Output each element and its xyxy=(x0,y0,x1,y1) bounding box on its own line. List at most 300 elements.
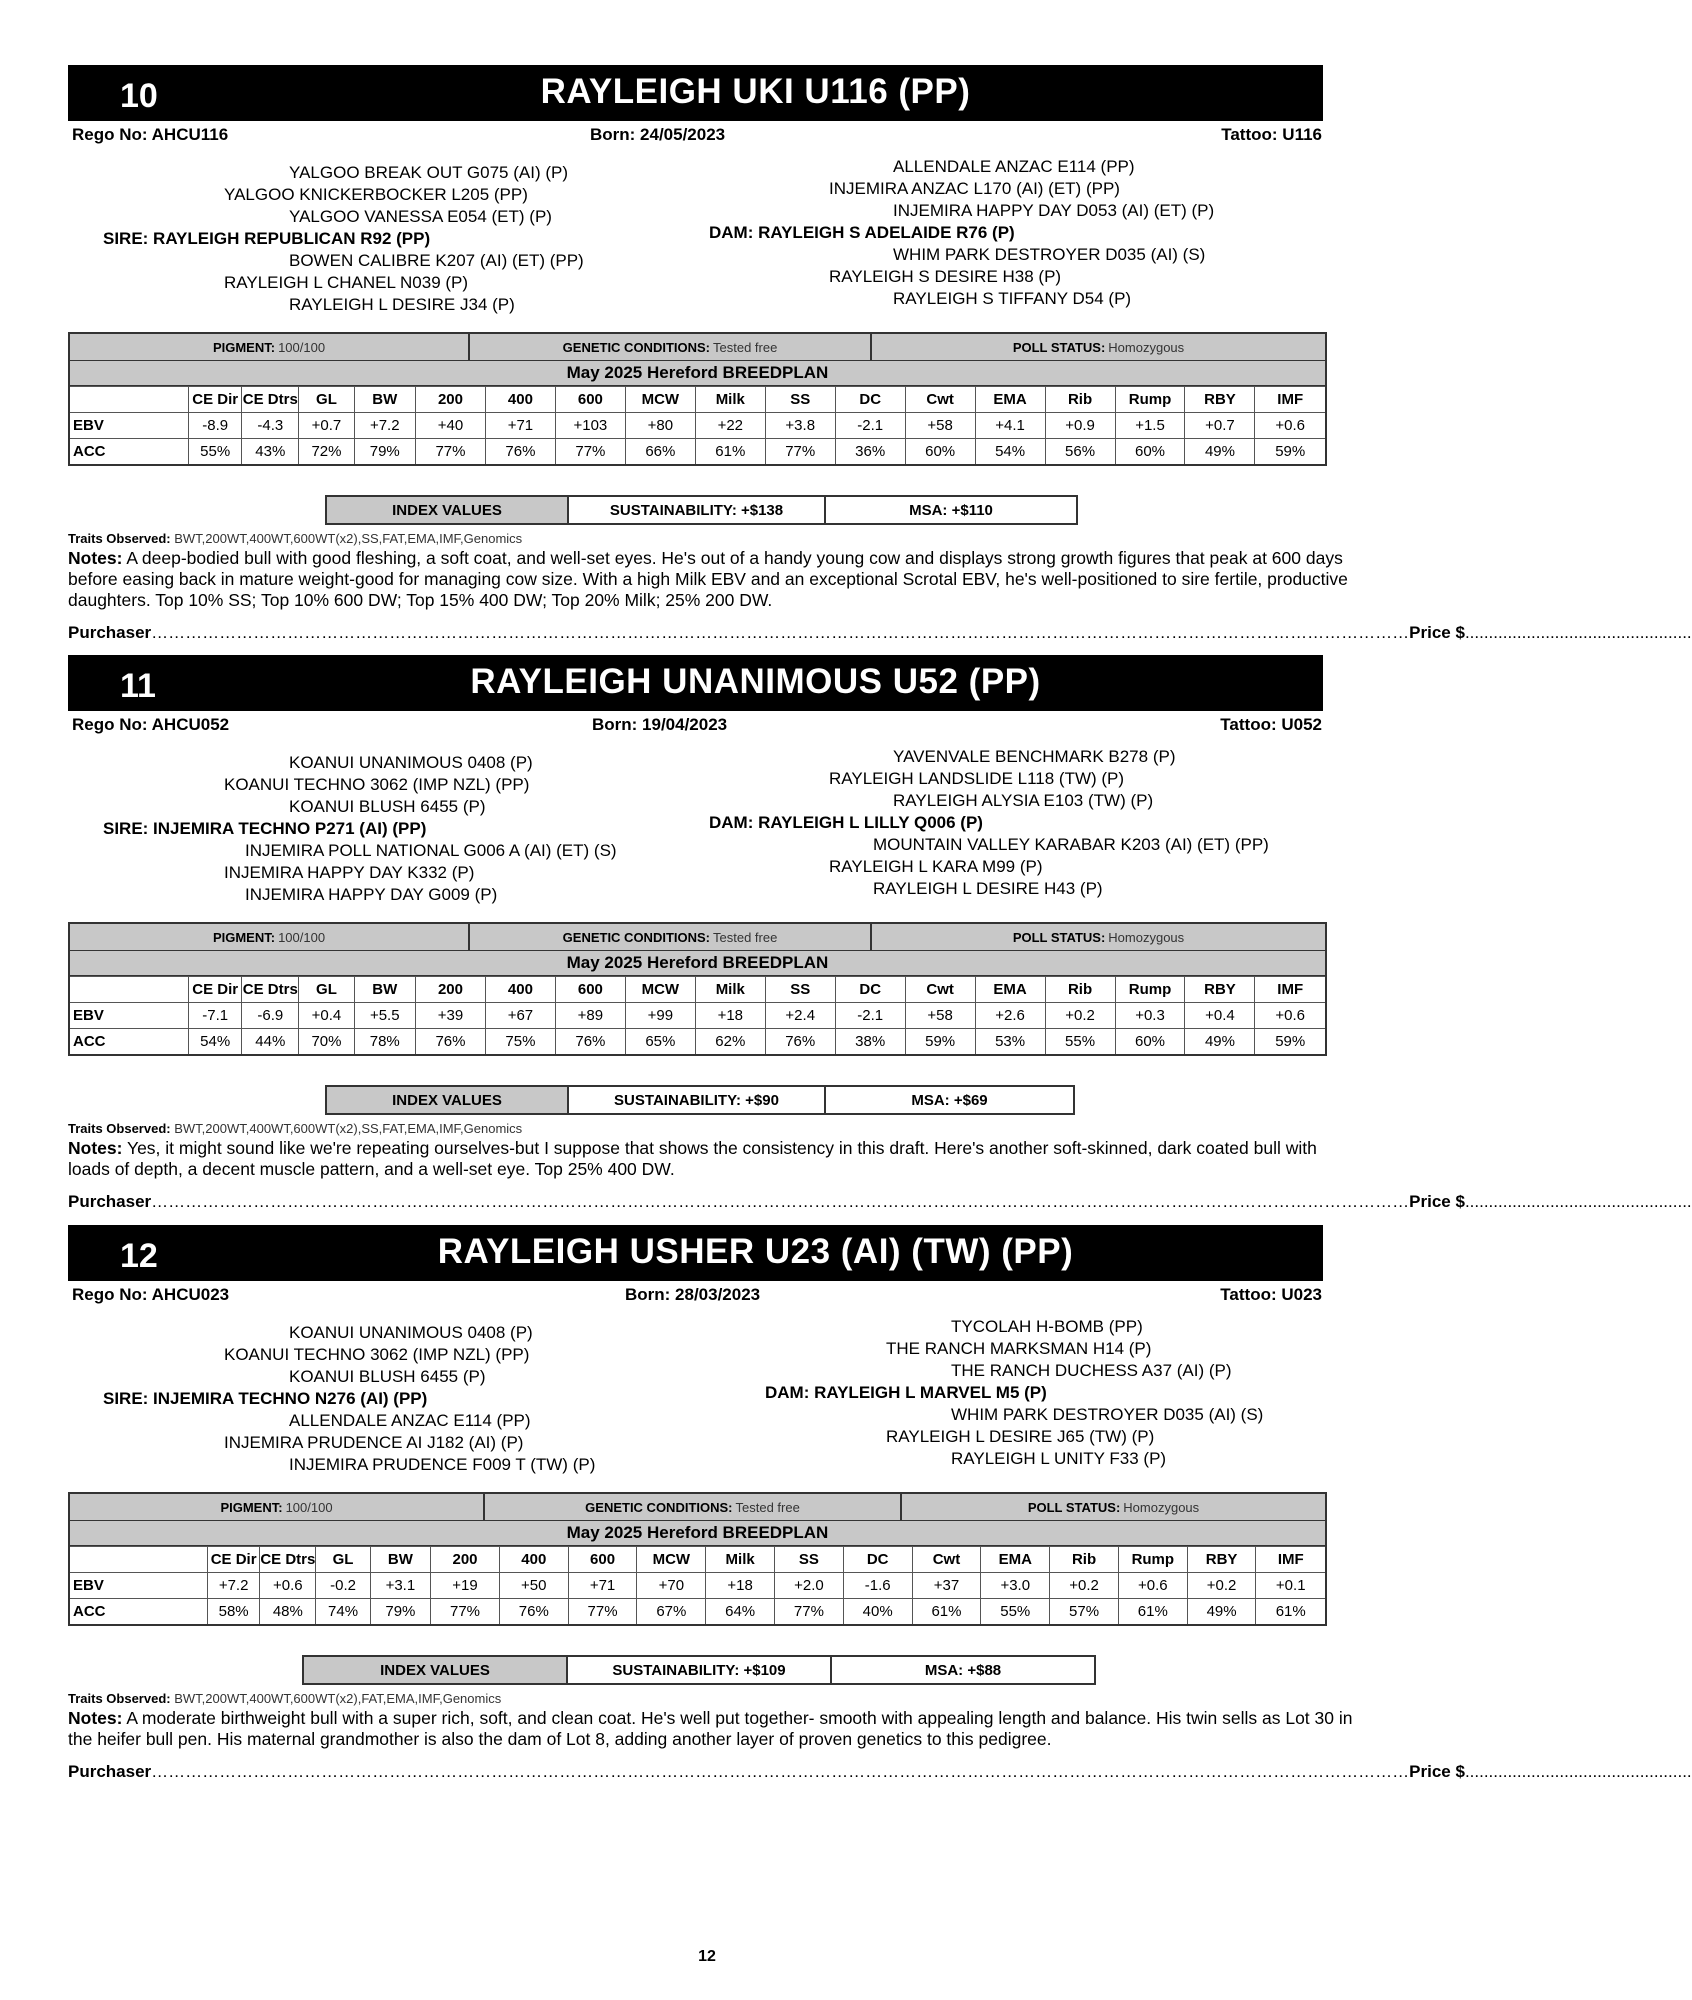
ebv-value: +0.9 xyxy=(1045,413,1115,439)
purchaser-label: Purchaser xyxy=(68,623,152,642)
acc-value: 67% xyxy=(637,1599,706,1625)
ebv-value: +0.2 xyxy=(1050,1573,1119,1599)
acc-value: 61% xyxy=(695,439,765,465)
ebv-value: +0.3 xyxy=(1115,1003,1185,1029)
lot-11 xyxy=(0,655,1692,1215)
acc-label: ACC xyxy=(70,439,189,465)
trait-header: CE Dir xyxy=(189,387,242,413)
acc-value: 77% xyxy=(431,1599,500,1625)
ebv-label: EBV xyxy=(70,1003,189,1029)
notes-label: Notes: xyxy=(68,1708,123,1728)
acc-value: 76% xyxy=(416,1029,486,1055)
trait-header: EMA xyxy=(981,1547,1050,1573)
sire-name: SIRE: RAYLEIGH REPUBLICAN R92 (PP) xyxy=(103,229,431,248)
ebv-value: +71 xyxy=(568,1573,637,1599)
acc-value: 66% xyxy=(625,439,695,465)
trait-header: CE Dir xyxy=(208,1547,260,1573)
ebv-value: -4.3 xyxy=(242,413,299,439)
lot-number: 10 xyxy=(120,77,158,115)
sire-name: SIRE: INJEMIRA TECHNO P271 (AI) (PP) xyxy=(103,819,427,838)
acc-value: 56% xyxy=(1045,439,1115,465)
acc-value: 77% xyxy=(775,1599,844,1625)
traits-observed xyxy=(68,1691,501,1706)
ebv-label: EBV xyxy=(70,413,189,439)
traits-observed-label: Traits Observed: xyxy=(68,1121,171,1136)
poll-status-value: Homozygous xyxy=(1108,929,1185,945)
trait-header: SS xyxy=(765,977,835,1003)
sire-name: SIRE: INJEMIRA TECHNO N276 (AI) (PP) xyxy=(103,1389,428,1408)
acc-value: 55% xyxy=(1045,1029,1115,1055)
sire-pedigree-entry: KOANUI UNANIMOUS 0408 (P) xyxy=(289,753,533,772)
ebv-value: +0.4 xyxy=(299,1003,354,1029)
pigment-status-value: 100/100 xyxy=(285,1499,333,1515)
trait-header: 200 xyxy=(416,977,486,1003)
tattoo: Tattoo: U116 xyxy=(1221,125,1322,144)
dam-name: DAM: RAYLEIGH L MARVEL M5 (P) xyxy=(765,1383,1047,1402)
rego-number: Rego No: AHCU116 xyxy=(72,125,229,144)
acc-value: 43% xyxy=(242,439,299,465)
trait-header: 200 xyxy=(416,387,486,413)
acc-value: 61% xyxy=(1256,1599,1325,1625)
poll-status-label: POLL STATUS: xyxy=(1012,339,1106,355)
trait-header-blank xyxy=(70,387,189,413)
acc-value: 49% xyxy=(1187,1599,1256,1625)
ebv-table xyxy=(68,922,1327,1056)
purchaser-line xyxy=(68,623,1692,643)
born-date: Born: 28/03/2023 xyxy=(625,1285,761,1304)
born-date: Born: 19/04/2023 xyxy=(592,715,728,734)
trait-header: Rib xyxy=(1045,977,1115,1003)
sire-pedigree-entry: INJEMIRA PRUDENCE F009 T (TW) (P) xyxy=(289,1455,596,1474)
poll-status xyxy=(872,334,1325,360)
acc-value: 77% xyxy=(555,439,625,465)
acc-value: 59% xyxy=(905,1029,975,1055)
ebv-value: -2.1 xyxy=(835,413,905,439)
status-header xyxy=(70,334,1325,361)
sire-pedigree-entry: KOANUI BLUSH 6455 (P) xyxy=(289,1367,486,1386)
lot-number: 11 xyxy=(120,667,156,705)
price-label: Price $ xyxy=(1409,1192,1465,1211)
sire-pedigree-entry: KOANUI UNANIMOUS 0408 (P) xyxy=(289,1323,533,1342)
dam-pedigree-entry: RAYLEIGH L UNITY F33 (P) xyxy=(951,1449,1167,1468)
pigment-status-label: PIGMENT: xyxy=(220,1499,283,1515)
notes-text: A moderate birthweight bull with a super rich, soft, and clean coat. He's well put together- smooth with appealing length and balance. His twin sells as Lot 30 in the heifer bull pen. His maternal grandmother is also the dam of Lot 8, adding another layer of proven genetics to this pedigree. xyxy=(68,1708,1353,1749)
trait-header: BW xyxy=(354,387,415,413)
acc-value: 61% xyxy=(1118,1599,1187,1625)
acc-value: 78% xyxy=(354,1029,415,1055)
acc-value: 38% xyxy=(835,1029,905,1055)
trait-header: DC xyxy=(835,387,905,413)
ebv-value: +3.0 xyxy=(981,1573,1050,1599)
dam-name: DAM: RAYLEIGH S ADELAIDE R76 (P) xyxy=(709,223,1015,242)
dam-pedigree-entry: ALLENDALE ANZAC E114 (PP) xyxy=(893,157,1135,176)
trait-header: Milk xyxy=(706,1547,775,1573)
ebv-value: +1.5 xyxy=(1115,413,1185,439)
dam-pedigree-entry: RAYLEIGH S TIFFANY D54 (P) xyxy=(893,289,1132,308)
sire-pedigree-entry: ALLENDALE ANZAC E114 (PP) xyxy=(289,1411,531,1430)
trait-header: RBY xyxy=(1187,1547,1256,1573)
trait-header: RBY xyxy=(1185,977,1255,1003)
traits-observed xyxy=(68,531,522,546)
sire-pedigree-entry: INJEMIRA HAPPY DAY G009 (P) xyxy=(245,885,498,904)
dam-pedigree-entry: RAYLEIGH L DESIRE J65 (TW) (P) xyxy=(886,1427,1155,1446)
sustainability-index: SUSTAINABILITY: +$109 xyxy=(568,1657,832,1683)
trait-header: SS xyxy=(775,1547,844,1573)
ebv-value: +103 xyxy=(555,413,625,439)
trait-header: 400 xyxy=(499,1547,568,1573)
ebv-value: +7.2 xyxy=(354,413,415,439)
acc-value: 79% xyxy=(370,1599,430,1625)
traits-observed-label: Traits Observed: xyxy=(68,1691,171,1706)
acc-value: 40% xyxy=(843,1599,912,1625)
ebv-value: +0.6 xyxy=(1255,1003,1325,1029)
traits-observed-value: BWT,200WT,400WT,600WT(x2),SS,FAT,EMA,IMF,Genomics xyxy=(174,1121,523,1136)
poll-status-label: POLL STATUS: xyxy=(1027,1499,1121,1515)
acc-value: 60% xyxy=(1115,1029,1185,1055)
ebv-value: -6.9 xyxy=(242,1003,299,1029)
ebv-value: +40 xyxy=(416,413,486,439)
acc-value: 49% xyxy=(1185,439,1255,465)
trait-header: 600 xyxy=(555,977,625,1003)
trait-header: RBY xyxy=(1185,387,1255,413)
ebv-table xyxy=(68,332,1327,466)
acc-value: 36% xyxy=(835,439,905,465)
sire-pedigree-entry: INJEMIRA PRUDENCE AI J182 (AI) (P) xyxy=(224,1433,524,1452)
trait-header: 600 xyxy=(555,387,625,413)
trait-header-blank xyxy=(70,1547,208,1573)
pigment-status-value: 100/100 xyxy=(278,339,326,355)
ebv-value: +0.6 xyxy=(260,1573,316,1599)
index-values xyxy=(325,495,1078,525)
sire-pedigree-entry: KOANUI BLUSH 6455 (P) xyxy=(289,797,486,816)
index-values-label: INDEX VALUES xyxy=(327,497,569,523)
trait-header: Cwt xyxy=(912,1547,981,1573)
sire-pedigree-entry: YALGOO BREAK OUT G075 (AI) (P) xyxy=(289,163,568,182)
pigment-status xyxy=(70,924,470,950)
index-values xyxy=(302,1655,1096,1685)
ebv-value: +7.2 xyxy=(208,1573,260,1599)
trait-header: Rib xyxy=(1050,1547,1119,1573)
purchaser-dots: …………………………………………………………………………………………………………………………………………………………………………………………………… xyxy=(151,1192,1410,1211)
trait-header: Cwt xyxy=(905,387,975,413)
acc-value: 77% xyxy=(416,439,486,465)
sire-pedigree-entry: BOWEN CALIBRE K207 (AI) (ET) (PP) xyxy=(289,251,584,270)
ebv-value: -2.1 xyxy=(835,1003,905,1029)
dam-pedigree-entry: TYCOLAH H-BOMB (PP) xyxy=(951,1317,1143,1336)
genetic-conditions-label: GENETIC CONDITIONS: xyxy=(562,339,710,355)
acc-value: 62% xyxy=(695,1029,765,1055)
bull-name: RAYLEIGH UKI U116 (PP) xyxy=(540,72,971,111)
rego-number: Rego No: AHCU023 xyxy=(72,1285,230,1304)
notes-label: Notes: xyxy=(68,1138,123,1158)
poll-status xyxy=(872,924,1325,950)
dam-pedigree-entry: RAYLEIGH LANDSLIDE L118 (TW) (P) xyxy=(829,769,1125,788)
trait-header: Rump xyxy=(1118,1547,1187,1573)
trait-header: CE Dtrs xyxy=(260,1547,316,1573)
acc-value: 59% xyxy=(1255,439,1325,465)
ebv-value: +2.4 xyxy=(765,1003,835,1029)
acc-value: 54% xyxy=(975,439,1045,465)
purchaser-label: Purchaser xyxy=(68,1762,152,1781)
ebv-value: +4.1 xyxy=(975,413,1045,439)
index-values xyxy=(325,1085,1075,1115)
ebv-value: +3.8 xyxy=(765,413,835,439)
sire-pedigree-entry: KOANUI TECHNO 3062 (IMP NZL) (PP) xyxy=(224,1345,530,1364)
ebv-value: +58 xyxy=(905,413,975,439)
dam-pedigree-entry: RAYLEIGH L DESIRE H43 (P) xyxy=(873,879,1103,898)
bull-name: RAYLEIGH USHER U23 (AI) (TW) (PP) xyxy=(437,1232,1074,1271)
ebv-value: -1.6 xyxy=(843,1573,912,1599)
genetic-conditions xyxy=(470,334,872,360)
sire-pedigree-entry: RAYLEIGH L DESIRE J34 (P) xyxy=(289,295,515,314)
acc-value: 60% xyxy=(905,439,975,465)
ebv-value: +99 xyxy=(625,1003,695,1029)
ebv-value: +71 xyxy=(485,413,555,439)
sire-pedigree-entry: YALGOO VANESSA E054 (ET) (P) xyxy=(289,207,552,226)
ebv-value: +67 xyxy=(485,1003,555,1029)
trait-header: BW xyxy=(354,977,415,1003)
ebv-label: EBV xyxy=(70,1573,208,1599)
ebv-value: +5.5 xyxy=(354,1003,415,1029)
lot-number: 12 xyxy=(120,1237,158,1275)
trait-header: GL xyxy=(316,1547,370,1573)
tattoo: Tattoo: U052 xyxy=(1220,715,1322,734)
poll-status xyxy=(902,1494,1325,1520)
lot-banner xyxy=(68,1225,1323,1281)
ebv-value: +0.2 xyxy=(1187,1573,1256,1599)
poll-status-label: POLL STATUS: xyxy=(1012,929,1106,945)
lot-12 xyxy=(0,1225,1692,1785)
notes-label: Notes: xyxy=(68,548,123,568)
acc-value: 61% xyxy=(912,1599,981,1625)
acc-label: ACC xyxy=(70,1599,208,1625)
trait-header: 600 xyxy=(568,1547,637,1573)
acc-value: 76% xyxy=(555,1029,625,1055)
acc-value: 74% xyxy=(316,1599,370,1625)
ebv-value: +0.6 xyxy=(1118,1573,1187,1599)
msa-index: MSA: +$88 xyxy=(924,1661,1002,1679)
trait-header: SS xyxy=(765,387,835,413)
acc-value: 55% xyxy=(189,439,242,465)
dam-pedigree-entry: RAYLEIGH ALYSIA E103 (TW) (P) xyxy=(893,791,1154,810)
ebv-value: +18 xyxy=(695,1003,765,1029)
acc-value: 44% xyxy=(242,1029,299,1055)
dam-pedigree-entry: MOUNTAIN VALLEY KARABAR K203 (AI) (ET) (PP) xyxy=(873,835,1269,854)
acc-value: 79% xyxy=(354,439,415,465)
ebv-row xyxy=(70,1573,1325,1599)
msa-index: MSA: +$69 xyxy=(911,1091,988,1109)
trait-header: Rump xyxy=(1115,387,1185,413)
trait-header: DC xyxy=(843,1547,912,1573)
price-label: Price $ xyxy=(1409,1762,1465,1781)
ebv-value: +0.4 xyxy=(1185,1003,1255,1029)
ebv-value: +39 xyxy=(416,1003,486,1029)
lot-10 xyxy=(0,65,1692,642)
pigment-status-label: PIGMENT: xyxy=(212,339,276,355)
trait-header-row xyxy=(70,387,1325,413)
ebv-value: +18 xyxy=(706,1573,775,1599)
trait-header: BW xyxy=(370,1547,430,1573)
ebv-grid xyxy=(70,1546,1325,1624)
trait-header: 400 xyxy=(485,977,555,1003)
breedplan-title: May 2025 Hereford BREEDPLAN xyxy=(70,361,1325,386)
ebv-value: +89 xyxy=(555,1003,625,1029)
acc-value: 75% xyxy=(485,1029,555,1055)
pigment-status xyxy=(70,1494,485,1520)
ebv-value: -7.1 xyxy=(189,1003,242,1029)
acc-value: 60% xyxy=(1115,439,1185,465)
trait-header: Cwt xyxy=(905,977,975,1003)
trait-header: IMF xyxy=(1256,1547,1325,1573)
lot-banner xyxy=(68,65,1323,121)
genetic-conditions-label: GENETIC CONDITIONS: xyxy=(562,929,710,945)
price-dots: ................................................ xyxy=(1464,623,1692,642)
acc-value: 55% xyxy=(981,1599,1050,1625)
status-header xyxy=(70,924,1325,951)
page-number: 12 xyxy=(698,1948,716,1965)
trait-header: GL xyxy=(299,387,354,413)
acc-value: 48% xyxy=(260,1599,316,1625)
ebv-value: +0.2 xyxy=(1045,1003,1115,1029)
trait-header: MCW xyxy=(625,387,695,413)
genetic-conditions-value: Tested free xyxy=(713,929,778,945)
acc-label: ACC xyxy=(70,1029,189,1055)
dam-pedigree-entry: RAYLEIGH S DESIRE H38 (P) xyxy=(829,267,1062,286)
notes xyxy=(68,1138,1358,1180)
ebv-value: -8.9 xyxy=(189,413,242,439)
bull-name: RAYLEIGH UNANIMOUS U52 (PP) xyxy=(470,662,1041,701)
acc-value: 57% xyxy=(1050,1599,1119,1625)
sire-pedigree-entry: KOANUI TECHNO 3062 (IMP NZL) (PP) xyxy=(224,775,530,794)
breedplan-title: May 2025 Hereford BREEDPLAN xyxy=(70,951,1325,976)
dam-pedigree-entry: RAYLEIGH L KARA M99 (P) xyxy=(829,857,1043,876)
purchaser-dots: …………………………………………………………………………………………………………………………………………………………………………………………………… xyxy=(151,1762,1410,1781)
ebv-value: +0.1 xyxy=(1256,1573,1325,1599)
trait-header: EMA xyxy=(975,387,1045,413)
acc-row xyxy=(70,1599,1325,1625)
acc-value: 59% xyxy=(1255,1029,1325,1055)
traits-observed-value: BWT,200WT,400WT,600WT(x2),FAT,EMA,IMF,Genomics xyxy=(174,1691,502,1706)
status-header xyxy=(70,1494,1325,1521)
dam-pedigree-entry: INJEMIRA ANZAC L170 (AI) (ET) (PP) xyxy=(829,179,1120,198)
ebv-grid xyxy=(70,386,1325,464)
acc-value: 49% xyxy=(1185,1029,1255,1055)
ebv-row xyxy=(70,1003,1325,1029)
purchaser-line xyxy=(68,1762,1692,1782)
acc-value: 76% xyxy=(485,439,555,465)
sustainability-index: SUSTAINABILITY: +$90 xyxy=(569,1087,826,1113)
trait-header: Rib xyxy=(1045,387,1115,413)
purchaser-label: Purchaser xyxy=(68,1192,152,1211)
ebv-value: +37 xyxy=(912,1573,981,1599)
acc-value: 54% xyxy=(189,1029,242,1055)
pigment-status-value: 100/100 xyxy=(278,929,326,945)
acc-value: 70% xyxy=(299,1029,354,1055)
price-dots: ................................................ xyxy=(1464,1192,1692,1211)
genetic-conditions xyxy=(485,1494,902,1520)
genetic-conditions-value: Tested free xyxy=(735,1499,800,1515)
price-label: Price $ xyxy=(1409,623,1465,642)
sire-pedigree-entry: INJEMIRA POLL NATIONAL G006 A (AI) (ET) (S) xyxy=(245,841,617,860)
traits-observed xyxy=(68,1121,522,1136)
notes xyxy=(68,548,1358,611)
ebv-value: +70 xyxy=(637,1573,706,1599)
dam-name: DAM: RAYLEIGH L LILLY Q006 (P) xyxy=(709,813,983,832)
dam-pedigree-entry: THE RANCH DUCHESS A37 (AI) (P) xyxy=(951,1361,1232,1380)
genetic-conditions-value: Tested free xyxy=(713,339,778,355)
trait-header: MCW xyxy=(625,977,695,1003)
trait-header-row xyxy=(70,1547,1325,1573)
ebv-table xyxy=(68,1492,1327,1626)
ebv-value: +3.1 xyxy=(370,1573,430,1599)
notes xyxy=(68,1708,1358,1750)
trait-header: CE Dir xyxy=(189,977,242,1003)
pigment-status xyxy=(70,334,470,360)
tattoo: Tattoo: U023 xyxy=(1220,1285,1322,1304)
poll-status-value: Homozygous xyxy=(1123,1499,1200,1515)
ebv-row xyxy=(70,413,1325,439)
trait-header: IMF xyxy=(1255,387,1325,413)
purchaser-dots: …………………………………………………………………………………………………………………………………………………………………………………………………… xyxy=(151,623,1410,642)
poll-status-value: Homozygous xyxy=(1108,339,1185,355)
trait-header: CE Dtrs xyxy=(242,387,299,413)
msa-index: MSA: +$110 xyxy=(909,501,993,519)
sire-pedigree-entry: INJEMIRA HAPPY DAY K332 (P) xyxy=(224,863,475,882)
acc-value: 58% xyxy=(208,1599,260,1625)
dam-pedigree-entry: INJEMIRA HAPPY DAY D053 (AI) (ET) (P) xyxy=(893,201,1215,220)
ebv-value: +58 xyxy=(905,1003,975,1029)
trait-header: 200 xyxy=(431,1547,500,1573)
pigment-status-label: PIGMENT: xyxy=(212,929,276,945)
acc-value: 53% xyxy=(975,1029,1045,1055)
acc-value: 76% xyxy=(499,1599,568,1625)
price-dots: ................................................ xyxy=(1464,1762,1692,1781)
trait-header-blank xyxy=(70,977,189,1003)
index-values-label: INDEX VALUES xyxy=(327,1087,569,1113)
trait-header: IMF xyxy=(1255,977,1325,1003)
acc-value: 72% xyxy=(299,439,354,465)
acc-row xyxy=(70,1029,1325,1055)
ebv-value: +0.7 xyxy=(299,413,354,439)
ebv-value: +2.6 xyxy=(975,1003,1045,1029)
born-date: Born: 24/05/2023 xyxy=(590,125,726,144)
purchaser-line xyxy=(68,1192,1692,1212)
trait-header: GL xyxy=(299,977,354,1003)
ebv-value: +0.7 xyxy=(1185,413,1255,439)
ebv-value: +2.0 xyxy=(775,1573,844,1599)
trait-header: MCW xyxy=(637,1547,706,1573)
ebv-value: -0.2 xyxy=(316,1573,370,1599)
ebv-value: +19 xyxy=(431,1573,500,1599)
traits-observed-value: BWT,200WT,400WT,600WT(x2),SS,FAT,EMA,IMF,Genomics xyxy=(174,531,523,546)
sire-pedigree-entry: YALGOO KNICKERBOCKER L205 (PP) xyxy=(224,185,528,204)
notes-text: A deep-bodied bull with good fleshing, a soft coat, and well-set eyes. He's out of a handy young cow and displays strong growth figures that peak at 600 days before easing back in mature weight-good for managing cow size. With a high Milk EBV and an exceptional Scrotal EBV, he's well-positioned to sire fertile, productive daughters. Top 10% SS; Top 10% 600 DW; Top 15% 400 DW; Top 20% Milk; 25% 200 DW. xyxy=(68,548,1348,610)
acc-value: 77% xyxy=(765,439,835,465)
dam-pedigree-entry: WHIM PARK DESTROYER D035 (AI) (S) xyxy=(893,245,1206,264)
notes-text: Yes, it might sound like we're repeating ourselves-but I suppose that shows the consistency in this draft. Here's another soft-skinned, dark coated bull with loads of depth, a decent muscle pattern, and a well-set eye. Top 25% 400 DW. xyxy=(68,1138,1317,1179)
trait-header: CE Dtrs xyxy=(242,977,299,1003)
trait-header: Rump xyxy=(1115,977,1185,1003)
ebv-value: +22 xyxy=(695,413,765,439)
lot-banner xyxy=(68,655,1323,711)
dam-pedigree-entry: THE RANCH MARKSMAN H14 (P) xyxy=(886,1339,1152,1358)
ebv-value: +0.6 xyxy=(1255,413,1325,439)
index-values-label: INDEX VALUES xyxy=(304,1657,568,1683)
ebv-grid xyxy=(70,976,1325,1054)
trait-header-row xyxy=(70,977,1325,1003)
trait-header: DC xyxy=(835,977,905,1003)
acc-row xyxy=(70,439,1325,465)
